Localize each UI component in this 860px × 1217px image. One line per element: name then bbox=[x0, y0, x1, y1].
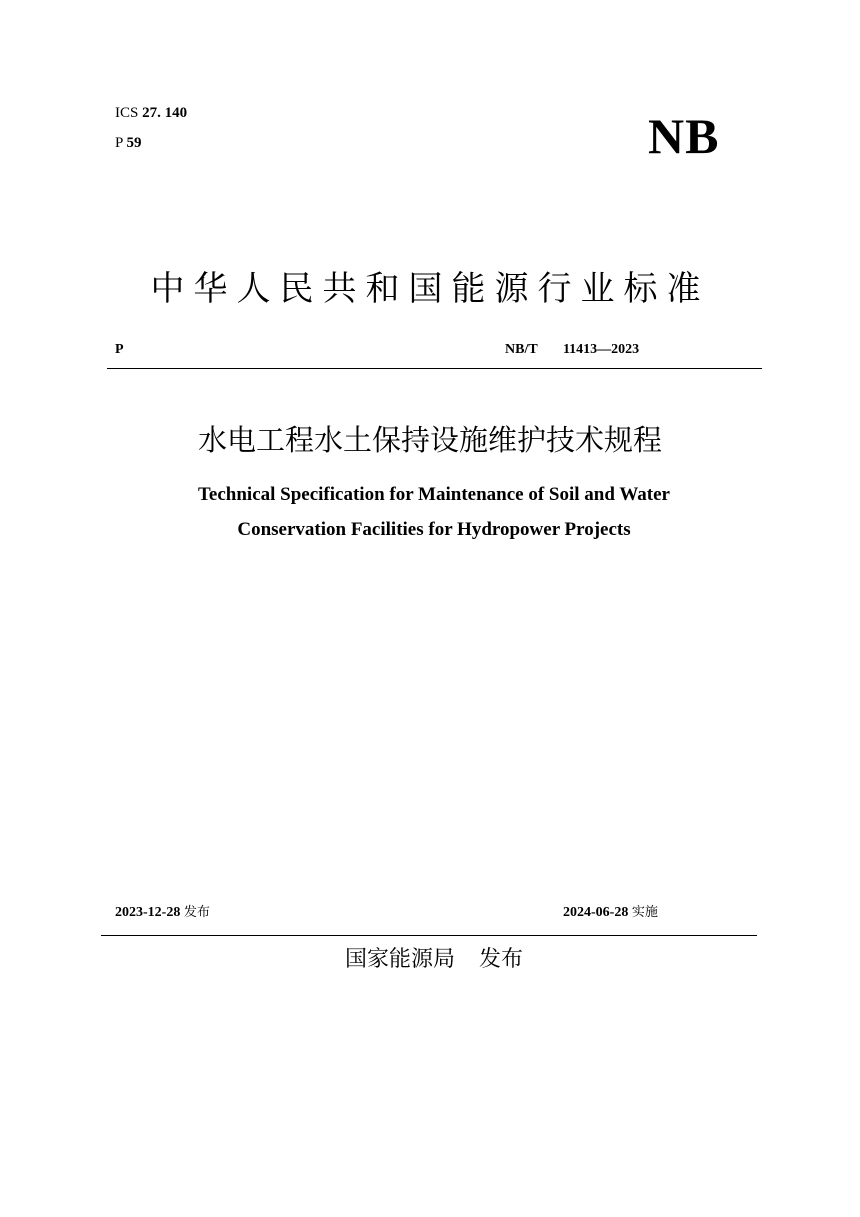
issue-date-label: 发布 bbox=[183, 905, 210, 920]
standard-code: 11413—2023 bbox=[562, 342, 640, 357]
bottom-divider bbox=[101, 935, 757, 936]
nb-logo: NB bbox=[648, 108, 720, 164]
standard-prefix: NB/T bbox=[505, 342, 538, 357]
ics-code-line bbox=[115, 103, 187, 123]
industry-standard-title: 中华人民共和国能源行业标准 bbox=[150, 269, 710, 309]
issue-date-value: 2023-12-28 bbox=[115, 905, 181, 920]
chinese-title: 水电工程水土保持设施维护技术规程 bbox=[197, 423, 662, 457]
p-code: 59 bbox=[126, 135, 142, 151]
top-divider bbox=[107, 368, 762, 369]
issue-date bbox=[115, 903, 210, 923]
p-code-line bbox=[115, 133, 142, 153]
publisher-action: 发布 bbox=[479, 947, 524, 972]
p-prefix: P bbox=[115, 135, 123, 151]
publisher bbox=[0, 944, 860, 976]
english-title-line-1: Technical Specification for Maintenance of Soil and Water bbox=[197, 484, 670, 505]
implementation-date-label: 实施 bbox=[631, 905, 658, 920]
ics-code: 27. 140 bbox=[142, 105, 188, 121]
ics-prefix: ICS bbox=[115, 105, 139, 121]
implementation-date-value: 2024-06-28 bbox=[563, 905, 629, 920]
implementation-date bbox=[563, 903, 658, 923]
standard-number bbox=[505, 340, 639, 360]
english-title-line-2: Conservation Facilities for Hydropower Projects bbox=[237, 519, 631, 540]
publisher-name: 国家能源局 bbox=[344, 947, 455, 972]
classification-mark: P bbox=[115, 342, 124, 357]
